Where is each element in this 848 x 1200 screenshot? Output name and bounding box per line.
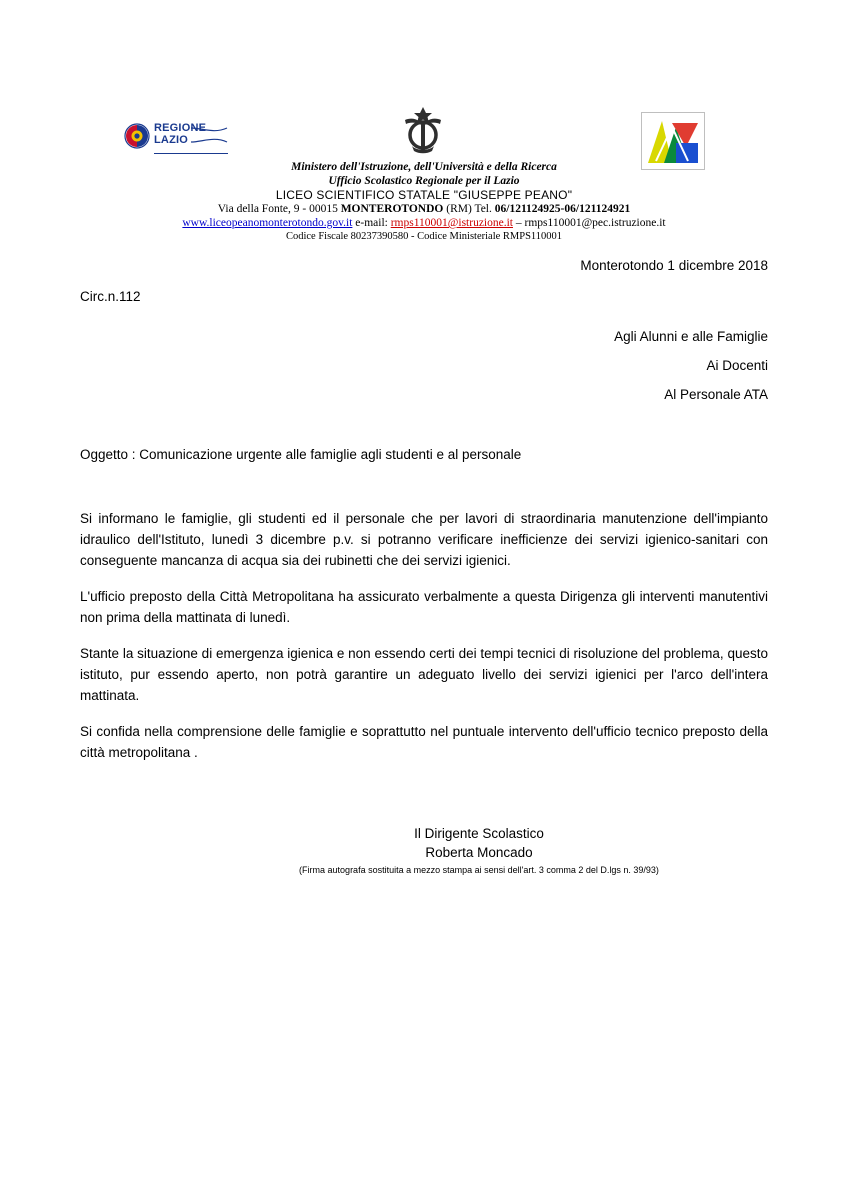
address-city: MONTEROTONDO [340,203,444,215]
email-label: e-mail: [352,217,391,229]
letter-body [80,508,768,778]
body-paragraph: Si informano le famiglie, gli studenti ed il personale che per lavori di straordinaria manutenzione dell'impianto idraulico dell'Istituto, lunedì 3 dicembre p.v. si potranno verificare inefficienze dei servizi igienico-sanitari con conseguente mancanza di acqua sia dei rubinetti che dei servizi igienici. [80,511,768,568]
regione-lazio-logo [124,121,228,155]
regione-lazio-line2: LAZIO [154,134,188,146]
address-line [0,202,848,216]
addressee-line: Ai Docenti [706,358,768,373]
address-prefix: Via della Fonte, 9 - 00015 [217,203,341,215]
regione-lazio-swoosh-icon [190,125,228,145]
signature-block [0,824,848,877]
contact-line [0,216,848,230]
signature-name: Roberta Moncado [425,845,533,860]
address-province: (RM) Tel. [443,203,495,215]
body-paragraph: Si confida nella comprensione delle famiglie e soprattutto nel puntuale intervento dell'ufficio tecnico preposto della città metropolitana . [80,724,768,760]
pec-separator: – [513,217,525,229]
signature-role: Il Dirigente Scolastico [414,826,544,841]
addressee-block [614,322,768,409]
regione-lazio-line1: REGIONE [154,122,207,134]
addressee-line: Agli Alunni e alle Famiglie [614,329,768,344]
pec-email: rmps110001@pec.istruzione.it [524,217,666,229]
addressee-line: Al Personale ATA [664,387,768,402]
letterhead-text [0,160,848,244]
italian-republic-emblem-icon [399,104,447,156]
website-link[interactable]: www.liceopeanomonterotondo.gov.it [182,217,353,229]
circular-number: Circ.n.112 [80,289,141,304]
letterhead [0,0,848,242]
subject-line: Oggetto : Comunicazione urgente alle famiglie agli studenti e al personale [80,447,522,462]
school-name-line: LICEO SCIENTIFICO STATALE "GIUSEPPE PEANO" [275,188,573,202]
phone-numbers: 06/121124925-06/121124921 [494,203,631,215]
regional-office-line: Ufficio Scolastico Regionale per il Lazio [328,175,520,187]
email-link[interactable]: rmps110001@istruzione.it [390,217,513,229]
signature-legal-note: (Firma autografa sostituita a mezzo stampa ai sensi dell'art. 3 comma 2 del D.lgs n. 39/93) [299,865,659,875]
place-and-date: Monterotondo 1 dicembre 2018 [580,258,768,273]
regione-lazio-badge-icon [124,123,150,149]
fiscal-codes-line: Codice Fiscale 80237390580 - Codice Ministeriale RMPS110001 [285,231,563,242]
body-paragraph: Stante la situazione di emergenza igienica e non essendo certi dei tempi tecnici di risoluzione del problema, questo istituto, pur essendo aperto, non potrà garantire un adeguato livello dei servizi igienici per l'arco dell'intera mattinata. [80,646,768,703]
body-paragraph: L'ufficio preposto della Città Metropolitana ha assicurato verbalmente a questa Dirigenza gli interventi manutentivi non prima della mattinata di lunedì. [80,589,768,625]
ministry-line: Ministero dell'Istruzione, dell'Università e della Ricerca [291,161,557,173]
